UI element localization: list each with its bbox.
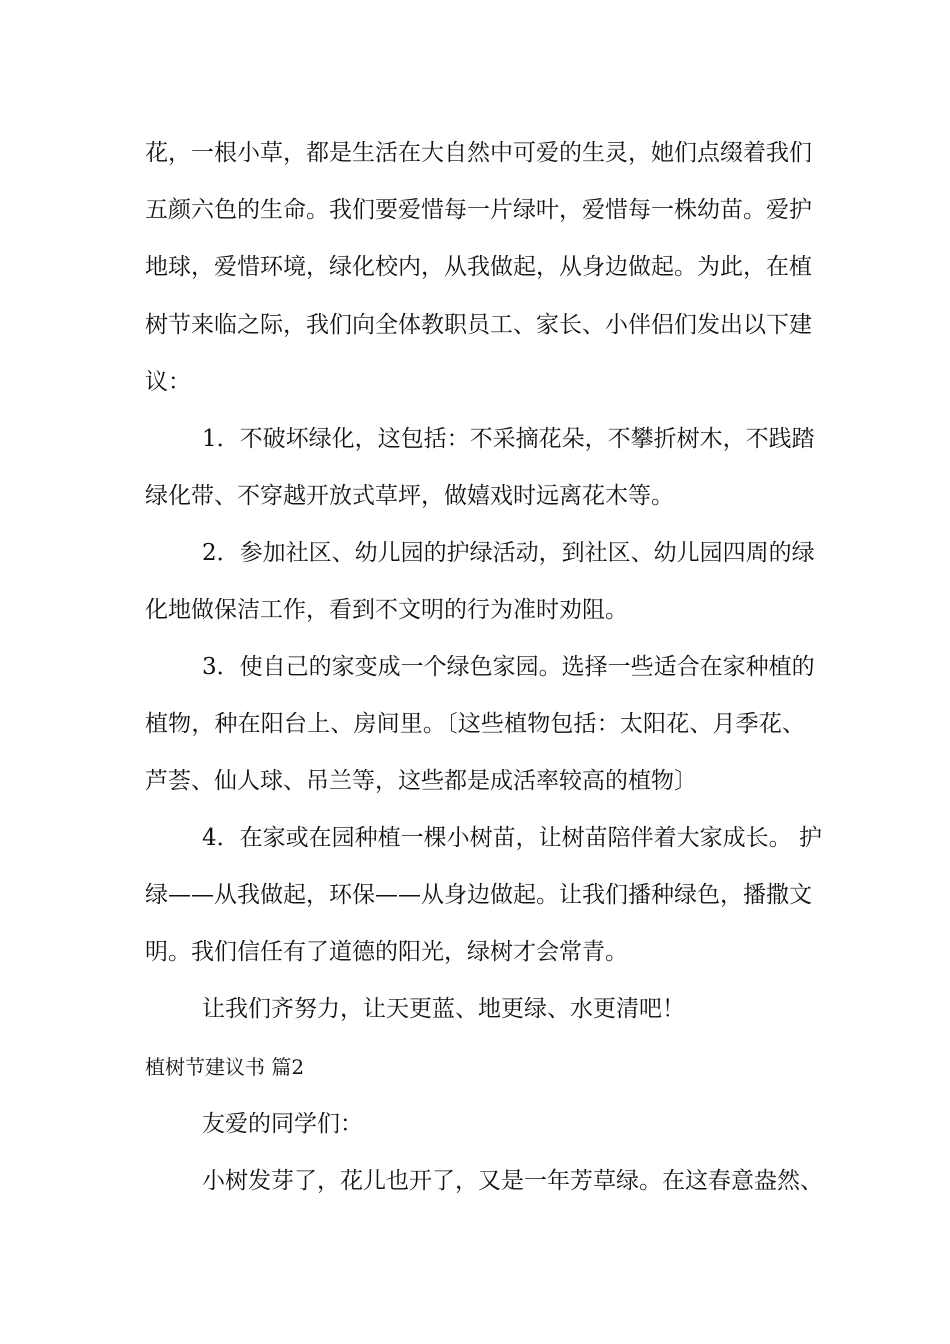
list-item-1-line: 1．不破坏绿化，这包括：不采摘花朵，不攀折树木，不践踏 [202,426,815,452]
paragraph-line: 地球，爱惜环境，绿化校内，从我做起，从身边做起。为此，在植 [145,254,812,280]
paragraph-line: 小树发芽了，花儿也开了，又是一年芳草绿。在这春意盎然、 [202,1168,823,1194]
paragraph-line: 树节来临之际，我们向全体教职员工、家长、小伴侣们发出以下建 [145,312,812,338]
salutation: 友爱的同学们： [202,1111,363,1137]
paragraph-line: 五颜六色的生命。我们要爱惜每一片绿叶，爱惜每一株幼苗。爱护 [145,197,812,223]
list-item-3-line: 芦荟、仙人球、吊兰等，这些都是成活率较高的植物〕 [145,768,697,794]
list-item-3-line: 植物，种在阳台上、房间里。〔这些植物包括：太阳花、月季花、 [145,711,805,737]
paragraph-line: 花，一根小草，都是生活在大自然中可爱的生灵，她们点缀着我们 [145,140,812,166]
list-item-2-line: 2．参加社区、幼儿园的护绿活动，到社区、幼儿园四周的绿 [202,540,815,566]
list-item-3-line: 3．使自己的家变成一个绿色家园。选择一些适合在家种植的 [202,654,815,680]
list-item-4-line: 4．在家或在园种植一棵小树苗，让树苗陪伴着大家成长。 护 [202,825,822,851]
section-heading: 植树节建议书 篇2 [145,1055,305,1079]
paragraph-line: 明。我们信任有了道德的阳光，绿树才会常青。 [145,939,628,965]
paragraph-line: 议： [145,369,191,395]
paragraph-line: 绿——从我做起，环保——从身边做起。让我们播种绿色，播撒文 [145,882,812,908]
closing-line: 让我们齐努力，让天更蓝、地更绿、水更清吧！ [202,996,685,1022]
list-item-1-line: 绿化带、不穿越开放式草坪，做嬉戏时远离花木等。 [145,483,674,509]
list-item-2-line: 化地做保洁工作，看到不文明的行为准时劝阻。 [145,597,628,623]
